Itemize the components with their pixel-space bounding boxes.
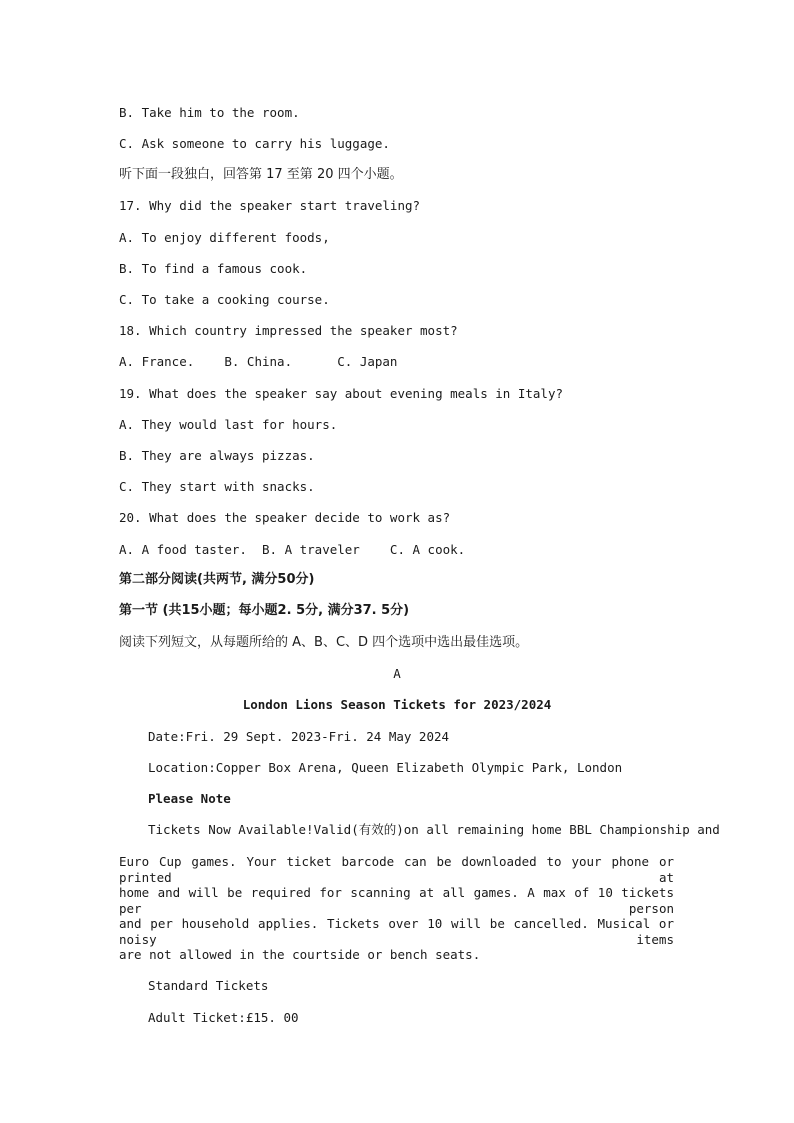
q17-option-b: B. To find a famous cook. bbox=[119, 261, 308, 276]
paragraph-line: are not allowed in the courtside or bench seats. bbox=[119, 947, 481, 962]
q17-question: 17. Why did the speaker start traveling? bbox=[119, 198, 421, 213]
part2-title: 第二部分阅读(共两节, 满分50分) bbox=[119, 572, 315, 587]
adult-ticket-price: Adult Ticket:£15. 00 bbox=[148, 1010, 299, 1025]
passage-letter: A bbox=[393, 666, 401, 681]
event-date: Date:Fri. 29 Sept. 2023-Fri. 24 May 2024 bbox=[148, 729, 450, 744]
q19-question: 19. What does the speaker say about evening meals in Italy? bbox=[119, 386, 564, 401]
q20-question: 20. What does the speaker decide to work as? bbox=[119, 510, 451, 525]
q20-options: A. A food taster. B. A traveler C. A cook. bbox=[119, 542, 466, 557]
passage-title: London Lions Season Tickets for 2023/2024 bbox=[242, 697, 552, 712]
q18-question: 18. Which country impressed the speaker most? bbox=[119, 323, 458, 338]
q17-option-a: A. To enjoy different foods, bbox=[119, 230, 330, 245]
q16-option-b: B. Take him to the room. bbox=[119, 105, 300, 120]
monologue-instruction: 听下面一段独白，回答第 17 至第 20 四个小题。 bbox=[119, 167, 403, 182]
q17-option-c: C. To take a cooking course. bbox=[119, 292, 330, 307]
note-heading: Please Note bbox=[148, 791, 231, 806]
paragraph-line: home and will be required for scanning at all games. A max of 10 tickets per person bbox=[119, 885, 674, 916]
q19-option-c: C. They start with snacks. bbox=[119, 479, 315, 494]
q19-option-b: B. They are always pizzas. bbox=[119, 448, 315, 463]
reading-instruction: 阅读下列短文，从每题所给的 A、B、C、D 四个选项中选出最佳选项。 bbox=[119, 635, 529, 650]
q16-option-c: C. Ask someone to carry his luggage. bbox=[119, 136, 390, 151]
section1-title: 第一节 (共15小题；每小题2. 5分, 满分37. 5分) bbox=[119, 603, 410, 618]
event-location: Location:Copper Box Arena, Queen Elizabeth Olympic Park, London bbox=[148, 760, 623, 775]
q19-option-a: A. They would last for hours. bbox=[119, 417, 338, 432]
paragraph-line: and per household applies. Tickets over 10 will be cancelled. Musical or noisy items bbox=[119, 916, 674, 947]
q18-options: A. France. B. China. C. Japan bbox=[119, 354, 398, 369]
paragraph-line: Tickets Now Available!Valid(有效的)on all remaining home BBL Championship and bbox=[148, 822, 720, 837]
standard-tickets-heading: Standard Tickets bbox=[148, 978, 269, 993]
paragraph-line: Euro Cup games. Your ticket barcode can be downloaded to your phone or printed at bbox=[119, 854, 674, 885]
